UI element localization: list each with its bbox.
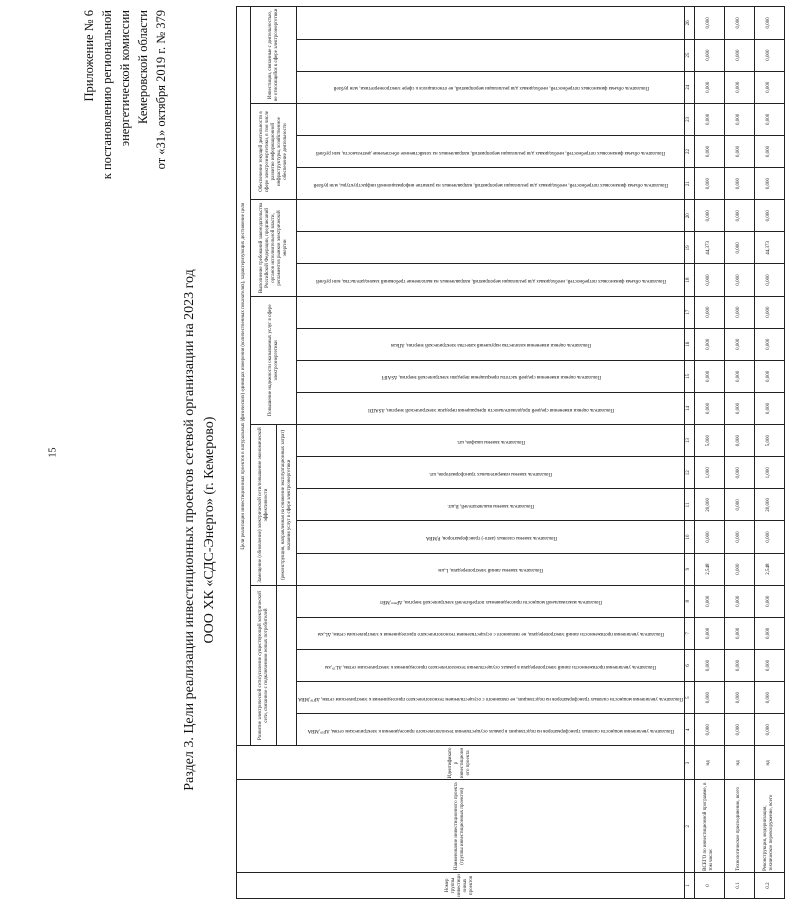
cell-value: 0,000: [694, 103, 724, 135]
cell-value: 0,000: [724, 232, 754, 264]
page-number: 15: [47, 447, 59, 458]
appendix-line: энергетической комиссии: [118, 10, 132, 147]
goal-group-header: Обеспечение текущей деятельности в сфере электроэнергетики, в том числе развитие информационной инфраструктуры, хозяйственное обеспечение деятельности: [251, 103, 297, 199]
column-number-row: [684, 7, 694, 899]
cell-value: 0,000: [724, 425, 754, 457]
column-number: 26: [684, 7, 694, 40]
cell-value: 0,000: [754, 585, 784, 617]
column-number: 21: [684, 168, 694, 200]
table-row: [724, 7, 754, 899]
title-block: [180, 180, 240, 880]
cell-value: 0,000: [754, 617, 784, 649]
cell-group: 0: [694, 872, 724, 898]
column-number: 4: [684, 714, 694, 746]
cell-value: 0,000: [754, 392, 784, 424]
column-number: 1: [684, 872, 694, 898]
column-number: 7: [684, 617, 694, 649]
indicator-header: Показатель увеличения протяженности линий электропередачи, не связанного с осуществлением технологического присоединения к электрическим сетям, ΔL,км: [297, 617, 685, 649]
cell-value: 5,000: [694, 425, 724, 457]
goal-group-header: Инвестиции, связанные с деятельностью, не относящейся к сфере электроэнергетики: [251, 7, 297, 104]
column-number: 10: [684, 521, 694, 553]
column-number: 22: [684, 135, 694, 167]
cell-value: 0,000: [724, 553, 754, 585]
cell-value: 0,000: [724, 489, 754, 521]
cell-value: 0,000: [724, 39, 754, 71]
cell-value: 0,000: [754, 39, 784, 71]
cell-value: 20,000: [694, 489, 724, 521]
cell-value: 0,000: [694, 200, 724, 232]
table-row: [694, 7, 724, 899]
cell-id: нд: [754, 746, 784, 780]
column-number: 8: [684, 585, 694, 617]
cell-value: 0,000: [754, 328, 784, 360]
cell-value: 0,000: [724, 264, 754, 296]
goal-group-header: Выполнение требований законодательства Российской Федерации, предписаний органов исполнительной власти, регламентов рынков электрической энергии: [251, 200, 297, 296]
cell-value: 0,000: [724, 328, 754, 360]
indicator-header: Показатель оценки изменения количества нарушений качества электрической энергии, ΔПкач: [297, 328, 685, 360]
indicator-header: Показатель объема финансовых потребностей, необходимых для реализации мероприятий, не относящихся к сфере электроэнергетики, млн рублей: [297, 71, 685, 103]
column-number: 3: [684, 746, 694, 780]
organization-title: ООО ХК «СДС-Энерго» (г. Кемерово): [202, 416, 217, 644]
cell-value: 0,000: [694, 585, 724, 617]
cell-value: 1,000: [694, 457, 724, 489]
cell-value: 2,548: [754, 553, 784, 585]
column-number: 14: [684, 392, 694, 424]
cell-value: 44,373: [754, 232, 784, 264]
cell-value: 0,000: [724, 103, 754, 135]
indicator-header: Показатель замены шкафов, шт.: [297, 425, 685, 457]
cell-value: 0,000: [754, 714, 784, 746]
indicator-header: [297, 200, 685, 232]
cell-value: 0,000: [724, 360, 754, 392]
goals-table: [236, 6, 785, 899]
cell-value: 0,000: [754, 7, 784, 40]
cell-value: 0,000: [724, 392, 754, 424]
indicator-header: Показатель оценки изменения средней продолжительности прекращения передачи электрической энергии, ΔSAIDI: [297, 392, 685, 424]
cell-value: 0,000: [694, 649, 724, 681]
cell-name: Реконструкция, модернизация, техническое перевооружение, всего: [754, 780, 784, 872]
indicator-header: [297, 39, 685, 71]
cell-value: 0,000: [724, 296, 754, 328]
goal-group-header: Повышение надежности оказываемых услуг в сфере электроэнергетики: [251, 296, 297, 425]
cell-value: 0,000: [694, 392, 724, 424]
column-number: 23: [684, 103, 694, 135]
cell-value: 0,000: [724, 585, 754, 617]
cell-value: 0,000: [724, 714, 754, 746]
cell-value: 0,000: [724, 168, 754, 200]
cell-value: 0,000: [694, 39, 724, 71]
cell-value: 0,000: [754, 168, 784, 200]
indicator-header: Показатель увеличения мощности силовых трансформаторов на подстанциях, не связанного с осуществлением технологического присоединения к электрическим сетям, ΔPᵀᴾ,МВА: [297, 682, 685, 714]
cell-value: 0,000: [694, 360, 724, 392]
cell-value: 0,000: [754, 682, 784, 714]
cell-value: 0,000: [754, 296, 784, 328]
cell-value: 0,000: [754, 71, 784, 103]
indicator-header: Показатель оценки изменения средней частоты прекращения передачи электрической энергии, ΔSAIFI: [297, 360, 685, 392]
column-number: 17: [684, 296, 694, 328]
indicator-header: [297, 232, 685, 264]
cell-value: 0,000: [694, 7, 724, 40]
goal-group-header: Развитие электрической сети/усиление существующей электрической сети, связанное с подключением новых потребителей: [251, 585, 277, 746]
goal-subgroup-header: [277, 585, 297, 746]
column-number: 9: [684, 553, 694, 585]
cell-value: 0,000: [694, 617, 724, 649]
cell-value: 2,548: [694, 553, 724, 585]
column-number: 24: [684, 71, 694, 103]
cell-value: 0,000: [694, 714, 724, 746]
cell-name: Технологическое присоединение, всего: [724, 780, 754, 872]
column-number: 20: [684, 200, 694, 232]
table-body: [694, 7, 784, 899]
indicator-header: Показатель объема финансовых потребностей, необходимых для реализации мероприятий, направленных на развитие информационной инфраструктуры, млн рублей: [297, 168, 685, 200]
cell-value: 5,000: [754, 425, 784, 457]
indicator-header: Показатель увеличения мощности силовых трансформаторов на подстанциях в рамках осуществления технологического присоединения к электрическим сетям, ΔPᵀᴾ,МВА: [297, 714, 685, 746]
column-number: 11: [684, 489, 694, 521]
appendix-line: Кемеровской области: [136, 10, 150, 125]
indicator-header: [297, 296, 685, 328]
cell-value: 0,000: [754, 200, 784, 232]
cell-value: 0,000: [694, 168, 724, 200]
cell-value: 0,000: [754, 264, 784, 296]
indicator-header: [297, 103, 685, 135]
cell-group: 0.2: [754, 872, 784, 898]
column-number: 13: [684, 425, 694, 457]
cell-value: 20,000: [754, 489, 784, 521]
cell-value: 0,000: [754, 360, 784, 392]
column-number: 16: [684, 328, 694, 360]
cell-value: 0,000: [694, 521, 724, 553]
cell-value: 0,000: [724, 457, 754, 489]
cell-value: 0,000: [724, 7, 754, 40]
cell-value: 0,000: [724, 682, 754, 714]
col-header-group: Номер группы инвестиционных проектов: [237, 872, 685, 898]
cell-value: 0,000: [724, 135, 754, 167]
appendix-line: от «31» октября 2019 г. № 379: [154, 10, 168, 170]
table-row: [754, 7, 784, 899]
column-number: 5: [684, 682, 694, 714]
column-number: 19: [684, 232, 694, 264]
column-number: 25: [684, 39, 694, 71]
col-header-name: Наименование инвестиционного проекта (группы инвестиционных проектов): [237, 780, 685, 872]
cell-name: ВСЕГО по инвестиционной программе, в том числе:: [694, 780, 724, 872]
column-number: 12: [684, 457, 694, 489]
column-number: 15: [684, 360, 694, 392]
cell-value: 0,000: [724, 617, 754, 649]
cell-value: 0,000: [694, 71, 724, 103]
cell-value: 0,000: [694, 296, 724, 328]
cell-value: 1,000: [754, 457, 784, 489]
appendix-line: к постановлению региональной: [100, 10, 114, 180]
cell-value: 0,000: [694, 328, 724, 360]
indicator-header: Показатель объема финансовых потребностей, необходимых для реализации мероприятий, направленных на выполнение требований законодательства, млн рублей: [297, 264, 685, 296]
cell-value: 0,000: [724, 521, 754, 553]
cell-value: 44,373: [694, 232, 724, 264]
indicator-header: Показатель объема финансовых потребностей, необходимых для реализации мероприятий, направленных на хозяйственное обеспечение деятельности, млн рублей: [297, 135, 685, 167]
col-header-id: Идентификатор инвестиционного проекта: [237, 746, 685, 780]
cell-value: 0,000: [724, 200, 754, 232]
cell-value: 0,000: [694, 135, 724, 167]
cell-id: нд: [724, 746, 754, 780]
cell-value: 0,000: [754, 135, 784, 167]
cell-value: 0,000: [754, 521, 784, 553]
col-header-goals: Цели реализации инвестиционных проектов в натуральных (физических) единицах измерения (количественных показателях), характеризующих достижение цели: [237, 7, 251, 746]
column-number: 18: [684, 264, 694, 296]
indicator-header: Показатель увеличения протяженности линий электропередачи в рамках осуществления технологического присоединения к электрическим сетям, ΔLᵀᴾ,км: [297, 649, 685, 681]
cell-value: 0,000: [724, 649, 754, 681]
indicator-header: Показатель замены измерительных трансформаторов, шт.: [297, 457, 685, 489]
cell-value: 0,000: [694, 682, 724, 714]
cell-value: 0,000: [694, 264, 724, 296]
goal-subgroup-header: (реконструкция, направленная на снижение эксплуатационных затрат) оказания услуг в сфере электроэнергетики: [277, 425, 297, 586]
goals-table-wrapper: [236, 6, 775, 899]
cell-group: 0.1: [724, 872, 754, 898]
cell-value: 0,000: [754, 103, 784, 135]
column-number: 2: [684, 780, 694, 872]
section-title: Раздел 3. Цели реализации инвестиционных проектов сетевой организации на 2023 год: [182, 269, 197, 791]
indicator-header: Показатель замены выключателей, B,шт.: [297, 489, 685, 521]
appendix-line: Приложение № 6: [82, 10, 96, 102]
indicator-header: [297, 7, 685, 40]
indicator-header: Показатель замены линий электропередачи, L,км: [297, 553, 685, 585]
goal-group-header: Замещение (обновление) электрической сети/повышение экономической эффективности: [251, 425, 277, 586]
cell-value: 0,000: [754, 649, 784, 681]
column-number: 6: [684, 649, 694, 681]
cell-id: нд: [694, 746, 724, 780]
cell-value: 0,000: [724, 71, 754, 103]
indicator-header: Показатель замены силовых (авто-) трансформаторов, P,МВА: [297, 521, 685, 553]
indicator-header: Показатель максимальной мощности присоединяемых потребителей электрической энергии, ΔPᵐᵃˣ,МВт: [297, 585, 685, 617]
